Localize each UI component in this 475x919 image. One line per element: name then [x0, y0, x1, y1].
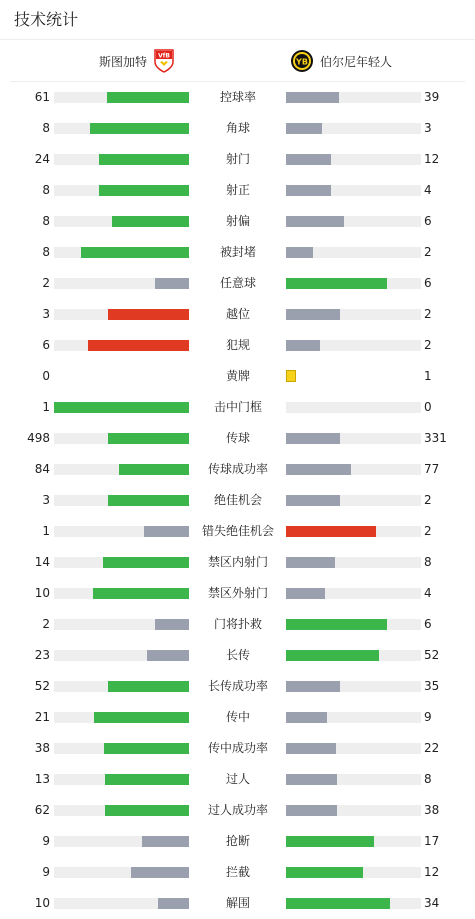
away-bar-track [286, 340, 421, 351]
away-bar-track [286, 402, 421, 413]
stat-row [0, 361, 475, 392]
away-bar-track [286, 805, 421, 816]
stat-label: 过人 [225, 772, 250, 786]
away-value: 12 [424, 152, 440, 166]
home-value: 3 [42, 307, 50, 321]
home-value: 0 [42, 369, 50, 383]
stat-row [0, 826, 475, 857]
home-value: 13 [34, 772, 50, 786]
stat-label: 传中 [225, 710, 250, 724]
away-bar-fill [286, 526, 376, 537]
stat-row [0, 578, 475, 609]
home-value: 9 [42, 834, 50, 848]
away-bar-track [286, 433, 421, 444]
stat-label: 越位 [225, 307, 250, 321]
stats-list [0, 82, 475, 919]
stat-label: 门将扑救 [213, 617, 262, 631]
away-value: 34 [424, 896, 440, 910]
home-bar-track [54, 526, 189, 537]
away-bar-fill [286, 464, 351, 475]
away-team-name: 伯尔尼年轻人 [320, 54, 393, 69]
stat-label: 射门 [225, 152, 250, 166]
away-bar-fill [286, 278, 387, 289]
away-bar-track [286, 743, 421, 754]
home-value: 8 [42, 214, 50, 228]
away-bar-track [286, 557, 421, 568]
home-bar-fill [94, 712, 189, 723]
home-bar-track [54, 898, 189, 909]
home-bar-track [54, 309, 189, 320]
home-value: 8 [42, 183, 50, 197]
home-bar-fill [158, 898, 189, 909]
away-bar-fill [286, 650, 379, 661]
away-bar-fill [286, 619, 387, 630]
stat-label: 角球 [225, 121, 250, 135]
stat-row [0, 237, 475, 268]
home-bar-track [54, 495, 189, 506]
away-value: 52 [424, 648, 440, 662]
home-value: 9 [42, 865, 50, 879]
stat-row [0, 268, 475, 299]
home-value: 6 [42, 338, 50, 352]
home-value: 8 [42, 245, 50, 259]
away-value: 0 [424, 400, 432, 414]
stat-label: 任意球 [219, 276, 256, 290]
away-bar-track [286, 216, 421, 227]
home-value: 62 [34, 803, 50, 817]
home-bar-fill [108, 495, 189, 506]
away-team[interactable] [290, 40, 392, 82]
away-bar-track [286, 650, 421, 661]
home-bar-fill [93, 588, 189, 599]
away-bar-fill [286, 433, 340, 444]
home-bar-fill [108, 309, 189, 320]
stat-row [0, 175, 475, 206]
stat-row [0, 671, 475, 702]
stat-row [0, 423, 475, 454]
away-bar-track [286, 309, 421, 320]
home-value: 10 [34, 896, 50, 910]
stat-row [0, 144, 475, 175]
home-bar-track [54, 464, 189, 475]
home-bar-track [54, 154, 189, 165]
svg-text:YB: YB [296, 57, 308, 67]
home-bar-track [54, 557, 189, 568]
home-bar-fill [99, 185, 189, 196]
away-value: 2 [424, 338, 432, 352]
home-bar-fill [105, 805, 189, 816]
away-bar-track [286, 526, 421, 537]
home-value: 2 [42, 617, 50, 631]
away-bar-fill [286, 836, 374, 847]
home-value: 24 [34, 152, 50, 166]
away-value: 1 [424, 369, 432, 383]
home-bar-track [54, 433, 189, 444]
away-value: 4 [424, 586, 432, 600]
stat-label: 解围 [225, 896, 250, 910]
away-bar-fill [286, 774, 337, 785]
away-bar-fill [286, 898, 390, 909]
home-value: 21 [34, 710, 50, 724]
away-bar-fill [286, 123, 322, 134]
stat-label: 错失绝佳机会 [201, 524, 274, 538]
stat-row [0, 857, 475, 888]
stat-label: 传球 [225, 431, 250, 445]
away-bar-fill [286, 588, 325, 599]
home-bar-fill [108, 681, 189, 692]
home-bar-track [54, 216, 189, 227]
away-value: 3 [424, 121, 432, 135]
home-bar-track [54, 774, 189, 785]
stat-label: 控球率 [219, 90, 256, 104]
stat-row [0, 764, 475, 795]
home-value: 38 [34, 741, 50, 755]
away-bar-track [286, 619, 421, 630]
away-bar-fill [286, 216, 344, 227]
stat-row [0, 609, 475, 640]
home-bar-fill [81, 247, 189, 258]
away-value: 6 [424, 214, 432, 228]
away-value: 331 [424, 431, 447, 445]
away-bar-track [286, 247, 421, 258]
away-value: 4 [424, 183, 432, 197]
home-bar-fill [144, 526, 189, 537]
away-bar-track [286, 154, 421, 165]
home-value: 2 [42, 276, 50, 290]
home-bar-track [54, 588, 189, 599]
stat-label: 长传 [225, 648, 250, 662]
away-value: 2 [424, 307, 432, 321]
teams-header [10, 40, 465, 82]
stat-row [0, 299, 475, 330]
stat-label: 击中门框 [213, 400, 262, 414]
home-bar-track [54, 805, 189, 816]
home-value: 10 [34, 586, 50, 600]
away-value: 2 [424, 245, 432, 259]
stat-label: 禁区外射门 [207, 586, 268, 600]
away-bar-fill [286, 681, 340, 692]
stat-row [0, 733, 475, 764]
away-bar-fill [286, 309, 340, 320]
stat-row [0, 516, 475, 547]
away-bar-fill [286, 557, 335, 568]
away-value: 17 [424, 834, 440, 848]
away-bar-track [286, 464, 421, 475]
vfb-stuttgart-crest-icon [153, 48, 175, 74]
home-bar-fill [108, 433, 189, 444]
stat-row [0, 113, 475, 144]
away-value: 9 [424, 710, 432, 724]
home-bar-fill [142, 836, 189, 847]
away-value: 39 [424, 90, 440, 104]
home-value: 84 [34, 462, 50, 476]
stat-row [0, 640, 475, 671]
home-bar-fill [103, 557, 189, 568]
home-bar-fill [88, 340, 189, 351]
stat-row [0, 206, 475, 237]
home-bar-track [54, 92, 189, 103]
stat-label: 传中成功率 [207, 741, 268, 755]
yellow-card-icon [286, 370, 296, 382]
stat-label: 射正 [225, 183, 250, 197]
home-bar-track [54, 867, 189, 878]
stat-label: 拦截 [225, 865, 250, 879]
home-bar-fill [99, 154, 189, 165]
home-team-name: 斯图加特 [98, 54, 147, 69]
away-value: 8 [424, 772, 432, 786]
home-bar-track [54, 123, 189, 134]
stat-label: 被封堵 [219, 245, 256, 259]
away-value: 22 [424, 741, 440, 755]
home-bar-fill [131, 867, 189, 878]
away-bar-track [286, 836, 421, 847]
away-bar-fill [286, 92, 339, 103]
away-bar-track [286, 588, 421, 599]
home-value: 52 [34, 679, 50, 693]
home-bar-track [54, 650, 189, 661]
away-bar-track [286, 123, 421, 134]
away-bar-fill [286, 154, 331, 165]
stat-row [0, 795, 475, 826]
home-bar-track [54, 619, 189, 630]
away-bar-fill [286, 185, 331, 196]
away-value: 8 [424, 555, 432, 569]
stat-row [0, 392, 475, 423]
home-value: 1 [42, 524, 50, 538]
stat-row [0, 547, 475, 578]
away-bar-fill [286, 867, 363, 878]
stat-label: 绝佳机会 [213, 493, 262, 507]
stat-label: 黄牌 [225, 369, 250, 383]
home-value: 14 [34, 555, 50, 569]
stat-row [0, 702, 475, 733]
home-bar-fill [119, 464, 189, 475]
home-bar-fill [155, 278, 189, 289]
svg-text:VfB: VfB [158, 52, 170, 60]
home-bar-track [54, 712, 189, 723]
home-bar-fill [105, 774, 189, 785]
away-bar-track [286, 495, 421, 506]
home-bar-track [54, 836, 189, 847]
stat-label: 射偏 [225, 214, 250, 228]
home-bar-track [54, 681, 189, 692]
away-bar-fill [286, 712, 327, 723]
home-value: 8 [42, 121, 50, 135]
away-bar-fill [286, 247, 313, 258]
home-bar-fill [112, 216, 189, 227]
home-bar-track [54, 340, 189, 351]
stat-row [0, 330, 475, 361]
stat-label: 抢断 [225, 834, 250, 848]
away-value: 2 [424, 493, 432, 507]
away-bar-fill [286, 340, 320, 351]
stat-row [0, 454, 475, 485]
away-value: 77 [424, 462, 440, 476]
young-boys-crest-icon [290, 49, 314, 73]
away-value: 6 [424, 276, 432, 290]
home-bar-fill [147, 650, 189, 661]
home-bar-track [54, 402, 189, 413]
away-value: 12 [424, 865, 440, 879]
home-bar-track [54, 278, 189, 289]
away-value: 38 [424, 803, 440, 817]
away-bar-fill [286, 743, 336, 754]
away-bar-track [286, 92, 421, 103]
home-team[interactable] [99, 40, 175, 82]
away-bar-track [286, 185, 421, 196]
away-bar-fill [286, 805, 337, 816]
home-bar-fill [104, 743, 189, 754]
home-bar-track [54, 247, 189, 258]
stat-row [0, 82, 475, 113]
away-value: 35 [424, 679, 440, 693]
page-title: 技术统计 [0, 0, 475, 40]
stat-label: 传球成功率 [207, 462, 268, 476]
stat-label: 过人成功率 [207, 803, 268, 817]
home-bar-fill [54, 402, 189, 413]
home-bar-fill [90, 123, 189, 134]
home-bar-track [54, 743, 189, 754]
away-value: 2 [424, 524, 432, 538]
home-bar-fill [155, 619, 189, 630]
away-bar-track [286, 867, 421, 878]
home-value: 3 [42, 493, 50, 507]
home-value: 61 [34, 90, 50, 104]
stat-label: 禁区内射门 [207, 555, 268, 569]
away-bar-track [286, 681, 421, 692]
home-value: 498 [27, 431, 50, 445]
home-value: 1 [42, 400, 50, 414]
stat-label: 长传成功率 [207, 679, 268, 693]
home-value: 23 [34, 648, 50, 662]
home-bar-track [54, 185, 189, 196]
away-bar-track [286, 774, 421, 785]
stat-label: 犯规 [225, 338, 250, 352]
away-bar-track [286, 898, 421, 909]
away-bar-track [286, 712, 421, 723]
away-bar-track [286, 278, 421, 289]
stat-row [0, 485, 475, 516]
home-bar-fill [107, 92, 189, 103]
away-value: 6 [424, 617, 432, 631]
stat-row [0, 888, 475, 919]
away-bar-fill [286, 495, 340, 506]
